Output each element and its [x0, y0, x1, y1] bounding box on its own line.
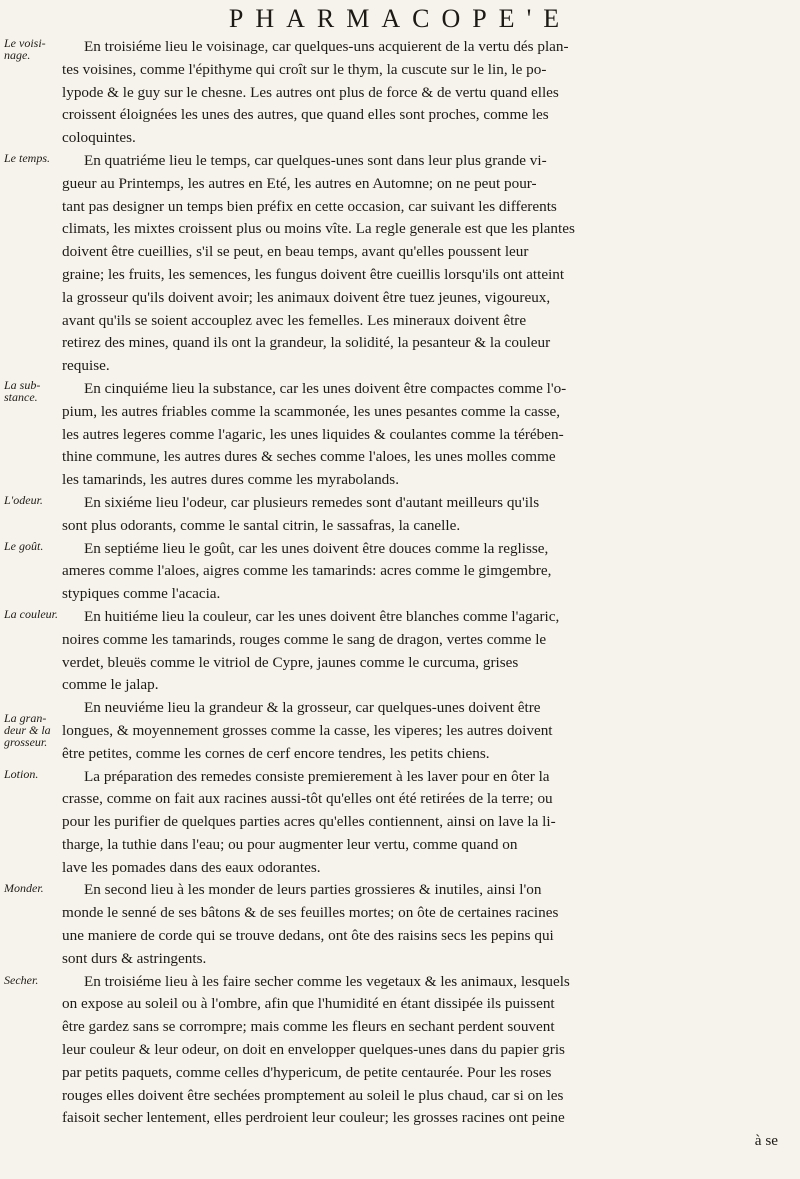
margin-note-gout: Le goût. — [4, 539, 44, 553]
text-line: En troisiéme lieu le voisinage, car quelques-uns acquierent de la vertu dés plan- — [84, 38, 569, 55]
text-line: une maniere de corde qui se trouve dedans, ont ôte des raisins secs les pepins qui — [62, 927, 554, 945]
margin-note-monder: Monder. — [4, 881, 44, 895]
text-line: En huitiéme lieu la couleur, car les unes doivent être blanches comme l'agaric, — [84, 607, 560, 625]
text-line: stypiques comme l'acacia. — [62, 585, 221, 603]
margin-note-odeur: L'odeur. — [4, 493, 43, 507]
text-line: tharge, la tuthie dans l'eau; ou pour augmenter leur vertu, comme quand on — [62, 835, 518, 853]
text-line: les tamarinds, les autres dures comme les myrabolands. — [62, 471, 399, 489]
margin-note-couleur: La couleur. — [4, 607, 58, 621]
text-line: coloquintes. — [62, 129, 136, 147]
text-line: rouges elles doivent être sechées promptement au soleil le plus chaud, car si on les — [62, 1086, 564, 1104]
text-line: croissent éloignées les unes des autres, que quand elles sont proches, comme les — [62, 106, 549, 124]
text-line: être petites, comme les cornes de cerf encore tendres, les petits chiens. — [62, 744, 490, 762]
text-line: tes voisines, comme l'épithyme qui croît sur le thym, la cuscute sur le lin, le po- — [62, 60, 547, 78]
text-line: thine commune, les autres dures & seches comme l'aloes, les unes molles comme — [62, 448, 556, 466]
margin-note-voisinage: Le voisi- nage. — [4, 36, 46, 62]
text-line: avant qu'ils se soient accouplez avec les femelles. Les mineraux doivent être — [62, 311, 527, 329]
margin-note-temps: Le temps. — [4, 151, 50, 165]
text-line: tant pas designer un temps bien préfix en cette occasion, car suivant les differents — [62, 197, 557, 215]
text-line: on expose au soleil ou à l'ombre, afin que l'humidité en étant dissipée ils puissent — [62, 995, 555, 1013]
text-line: sont plus odorants, comme le santal citrin, le sassafras, la canelle. — [62, 516, 461, 534]
text-line: requise. — [62, 357, 110, 375]
body-text — [62, 36, 788, 1153]
text-line: En troisiéme lieu à les faire secher comme les vegetaux & les animaux, lesquels — [84, 972, 570, 990]
text-line: pium, les autres friables comme la scammonée, les unes pesantes comme la casse, — [62, 402, 561, 420]
text-line: crasse, comme on fait aux racines aussi-tôt qu'elles ont été retirées de la terre; ou — [62, 790, 553, 808]
catchword: à se — [754, 1132, 778, 1150]
text-line: monde le senné de ses bâtons & de ses feuilles mortes; on ôte de certaines racines — [62, 904, 559, 922]
text-line: comme le jalap. — [62, 676, 159, 694]
text-line: par petits paquets, comme celles d'hypericum, de petite centaurée. Pour les roses — [62, 1063, 552, 1081]
text-line: En neuviéme lieu la grandeur & la grosseur, car quelques-unes doivent être — [84, 699, 541, 717]
margin-note-secher: Secher. — [4, 973, 39, 987]
text-line: gueur au Printemps, les autres en Eté, les autres en Automne; on ne peut pour- — [62, 174, 537, 192]
text-line: En septiéme lieu le goût, car les unes doivent être douces comme la reglisse, — [84, 539, 549, 557]
text-line: lypode & le guy sur le chesne. Les autres ont plus de force & de vertu quand elles — [62, 83, 559, 101]
margin-note-substance: La sub- stance. — [4, 378, 41, 404]
text-line: faisoit secher lentement, elles perdroient leur couleur; les grosses racines ont peine — [62, 1109, 565, 1127]
text-line: doivent être cueillies, s'il se peut, en beau temps, avant qu'elles poussent leur — [62, 243, 529, 261]
text-line: En sixiéme lieu l'odeur, car plusieurs remedes sont d'autant meilleurs qu'ils — [84, 493, 540, 511]
text-line: la grosseur qu'ils doivent avoir; les animaux doivent être tuez jeunes, vigoureux, — [62, 288, 551, 306]
page-header: PHARMACOPE'E — [228, 4, 572, 33]
text-line: En quatriéme lieu le temps, car quelques-unes sont dans leur plus grande vi- — [84, 151, 547, 169]
text-line: graine; les fruits, les semences, les fungus doivent être cueillis lorsqu'ils ont atteint — [62, 265, 565, 283]
margin-notes — [0, 0, 62, 1179]
text-line: En second lieu à les monder de leurs parties grossieres & inutiles, ainsi l'on — [84, 881, 542, 899]
text-line: être gardez sans se corrompre; mais comme les fleurs en sechant perdent souvent — [62, 1018, 555, 1036]
text-line: retirez des mines, quand ils ont la grandeur, la solidité, la pesanteur & la couleur — [62, 334, 551, 352]
text-line: climats, les mixtes croissent plus ou moins vîte. La regle generale est que les plantes — [62, 220, 575, 238]
text-line: les autres legeres comme l'agaric, les unes liquides & coulantes comme la térében- — [62, 425, 564, 443]
text-line: lave les pomades dans des eaux odorantes. — [62, 858, 321, 876]
text-line: leur couleur & leur odeur, on doit en envelopper quelques-unes dans du papier gris — [62, 1041, 565, 1059]
text-line: sont durs & astringents. — [62, 949, 207, 967]
text-line: noires comme les tamarinds, rouges comme le sang de dragon, vertes comme le — [62, 630, 547, 648]
text-line: La préparation des remedes consiste premierement à les laver pour en ôter la — [84, 767, 550, 785]
text-line: longues, & moyennement grosses comme la casse, les viperes; les autres doivent — [62, 721, 553, 739]
margin-note-grandeur: La gran- deur & la grosseur. — [4, 711, 51, 749]
text-line: ameres comme l'aloes, aigres comme les tamarinds: acres comme le gimgembre, — [62, 562, 552, 580]
text-line: En cinquiéme lieu la substance, car les unes doivent être compactes comme l'o- — [84, 379, 567, 397]
text-line: pour les purifier de quelques parties acres qu'elles contiennent, ainsi on lave la li- — [62, 813, 556, 831]
text-line: verdet, bleuës comme le vitriol de Cypre, jaunes comme le curcuma, grises — [62, 653, 519, 671]
margin-note-lotion: Lotion. — [4, 767, 39, 781]
